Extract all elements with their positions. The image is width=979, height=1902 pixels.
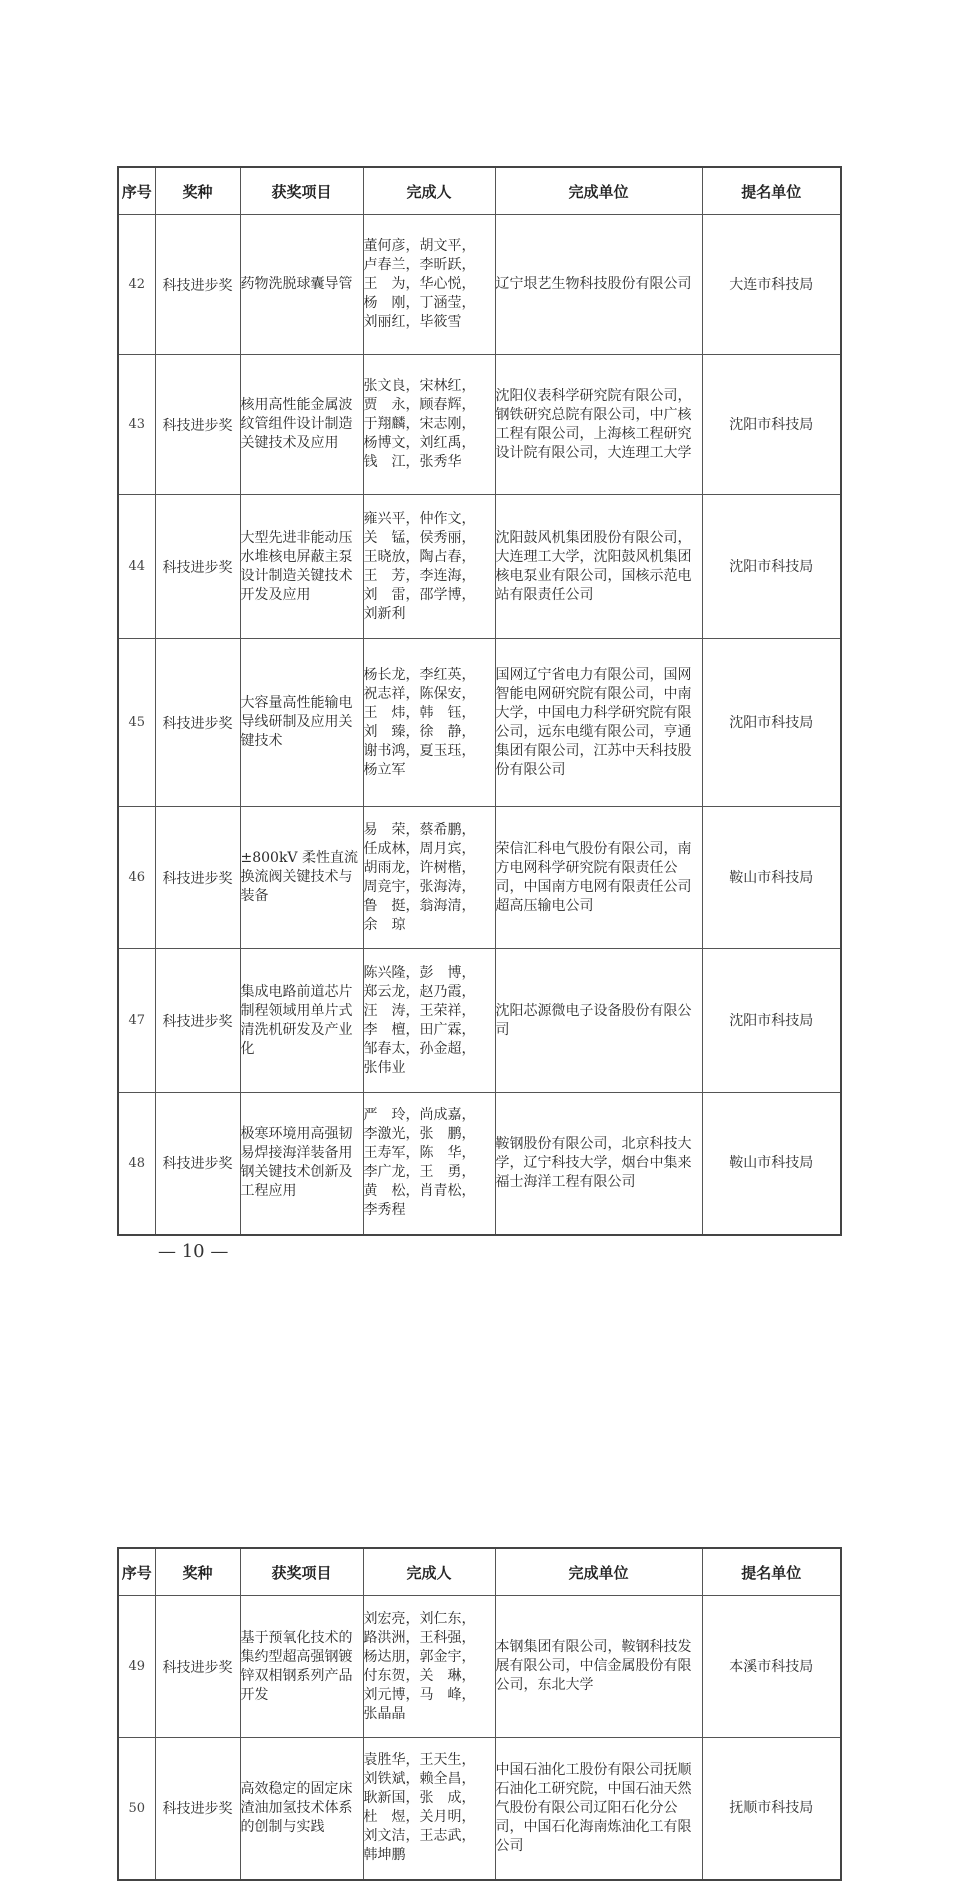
row-nominator: 鞍山市科技局 bbox=[702, 1093, 841, 1235]
row-nominator: 沈阳市科技局 bbox=[702, 355, 841, 495]
award-table-1 bbox=[117, 166, 842, 1236]
award-table-2 bbox=[117, 1547, 842, 1881]
row-no: 49 bbox=[118, 1596, 155, 1738]
header-unit: 完成单位 bbox=[495, 167, 702, 215]
row-award-type: 科技进步奖 bbox=[155, 1093, 240, 1235]
row-no: 48 bbox=[118, 1093, 155, 1235]
row-award-type: 科技进步奖 bbox=[155, 1596, 240, 1738]
row-unit: 沈阳芯源微电子设备股份有限公司 bbox=[495, 949, 702, 1093]
row-project: 极寒环境用高强韧易焊接海洋装备用钢关键技术创新及工程应用 bbox=[240, 1093, 363, 1235]
row-people: 易 荣，蔡希鹏， 任成林，周月宾， 胡雨龙，许树楷， 周竞宇，张海涛， 鲁 挺，翁海清， 余 琼 bbox=[363, 807, 495, 949]
row-nominator: 沈阳市科技局 bbox=[702, 495, 841, 639]
row-unit: 鞍钢股份有限公司，北京科技大学，辽宁科技大学，烟台中集来福士海洋工程有限公司 bbox=[495, 1093, 702, 1235]
header-award-type: 奖种 bbox=[155, 167, 240, 215]
row-nominator: 沈阳市科技局 bbox=[702, 949, 841, 1093]
header-no: 序号 bbox=[118, 1548, 155, 1596]
row-unit: 辽宁垠艺生物科技股份有限公司 bbox=[495, 215, 702, 355]
row-no: 50 bbox=[118, 1738, 155, 1880]
header-people: 完成人 bbox=[363, 167, 495, 215]
row-people: 袁胜华，王天生， 刘铁斌，赖全昌， 耿新国，张 成， 杜 煜，关月明， 刘文洁，王志武， 韩坤鹏 bbox=[363, 1738, 495, 1880]
row-project: 高效稳定的固定床渣油加氢技术体系的创制与实践 bbox=[240, 1738, 363, 1880]
row-nominator: 大连市科技局 bbox=[702, 215, 841, 355]
table-row bbox=[118, 639, 841, 807]
header-unit: 完成单位 bbox=[495, 1548, 702, 1596]
row-award-type: 科技进步奖 bbox=[155, 215, 240, 355]
table-row bbox=[118, 949, 841, 1093]
row-project: 基于预氧化技术的集约型超高强钢镀锌双相钢系列产品开发 bbox=[240, 1596, 363, 1738]
row-award-type: 科技进步奖 bbox=[155, 1738, 240, 1880]
table-header-row bbox=[118, 167, 841, 215]
row-people: 董何彦，胡文平， 卢春兰，李昕跃， 王 为，华心悦， 杨 刚，丁涵莹， 刘丽红，毕筱雪 bbox=[363, 215, 495, 355]
row-nominator: 本溪市科技局 bbox=[702, 1596, 841, 1738]
row-award-type: 科技进步奖 bbox=[155, 355, 240, 495]
header-nominator: 提名单位 bbox=[702, 167, 841, 215]
table-row bbox=[118, 807, 841, 949]
row-project: 集成电路前道芯片制程领域用单片式清洗机研发及产业化 bbox=[240, 949, 363, 1093]
row-no: 43 bbox=[118, 355, 155, 495]
table-row bbox=[118, 355, 841, 495]
table-row bbox=[118, 1738, 841, 1880]
row-people: 刘宏亮，刘仁东， 路洪洲，王科强， 杨达朋，郭金宇， 付东贺，关 琳， 刘元博，马 峰， 张晶晶 bbox=[363, 1596, 495, 1738]
table-header-row bbox=[118, 1548, 841, 1596]
row-unit: 荣信汇科电气股份有限公司，南方电网科学研究院有限责任公司，中国南方电网有限责任公司超高压输电公司 bbox=[495, 807, 702, 949]
row-nominator: 沈阳市科技局 bbox=[702, 639, 841, 807]
row-nominator: 抚顺市科技局 bbox=[702, 1738, 841, 1880]
row-project: 大容量高性能输电导线研制及应用关键技术 bbox=[240, 639, 363, 807]
row-project: 药物洗脱球囊导管 bbox=[240, 215, 363, 355]
row-nominator: 鞍山市科技局 bbox=[702, 807, 841, 949]
row-no: 45 bbox=[118, 639, 155, 807]
row-award-type: 科技进步奖 bbox=[155, 495, 240, 639]
row-people: 张文良，宋林红， 贾 永，顾春辉， 于翔麟，宋志刚， 杨博文，刘红禹， 钱 江，张秀华 bbox=[363, 355, 495, 495]
row-unit: 国网辽宁省电力有限公司，国网智能电网研究院有限公司，中南大学，中国电力科学研究院有限公司，远东电缆有限公司，亨通集团有限公司，江苏中天科技股份有限公司 bbox=[495, 639, 702, 807]
row-project: ±800kV 柔性直流换流阀关键技术与装备 bbox=[240, 807, 363, 949]
row-unit: 沈阳鼓风机集团股份有限公司，大连理工大学，沈阳鼓风机集团核电泵业有限公司，国核示范电站有限责任公司 bbox=[495, 495, 702, 639]
header-project: 获奖项目 bbox=[240, 167, 363, 215]
row-project: 大型先进非能动压水堆核电屏蔽主泵设计制造关键技术开发及应用 bbox=[240, 495, 363, 639]
row-people: 陈兴隆，彭 博， 郑云龙，赵乃霞， 汪 涛，王荣祥， 李 檀，田广霖， 邹春太，孙金超， 张伟业 bbox=[363, 949, 495, 1093]
row-people: 雍兴平，仲作文， 关 锰，侯秀丽， 王晓放，陶占春， 王 芳，李连海， 刘 雷，邵学博， 刘新利 bbox=[363, 495, 495, 639]
row-award-type: 科技进步奖 bbox=[155, 639, 240, 807]
header-people: 完成人 bbox=[363, 1548, 495, 1596]
table-row bbox=[118, 495, 841, 639]
table-row bbox=[118, 1093, 841, 1235]
row-award-type: 科技进步奖 bbox=[155, 949, 240, 1093]
row-unit: 沈阳仪表科学研究院有限公司，钢铁研究总院有限公司，中广核工程有限公司，上海核工程研究设计院有限公司，大连理工大学 bbox=[495, 355, 702, 495]
header-project: 获奖项目 bbox=[240, 1548, 363, 1596]
row-unit: 中国石油化工股份有限公司抚顺石油化工研究院，中国石油天然气股份有限公司辽阳石化分公司，中国石化海南炼油化工有限公司 bbox=[495, 1738, 702, 1880]
header-nominator: 提名单位 bbox=[702, 1548, 841, 1596]
row-no: 44 bbox=[118, 495, 155, 639]
row-unit: 本钢集团有限公司，鞍钢科技发展有限公司，中信金属股份有限公司，东北大学 bbox=[495, 1596, 702, 1738]
row-project: 核用高性能金属波纹管组件设计制造关键技术及应用 bbox=[240, 355, 363, 495]
header-award-type: 奖种 bbox=[155, 1548, 240, 1596]
page-number: — 10 — bbox=[158, 1241, 229, 1262]
header-no: 序号 bbox=[118, 167, 155, 215]
row-no: 47 bbox=[118, 949, 155, 1093]
table-row bbox=[118, 1596, 841, 1738]
table-row bbox=[118, 215, 841, 355]
row-people: 杨长龙，李红英， 祝志祥，陈保安， 王 炜，韩 钰， 刘 臻，徐 静， 谢书鸿，夏玉珏， 杨立军 bbox=[363, 639, 495, 807]
row-people: 严 玲，尚成嘉， 李激光，张 鹏， 王寿军，陈 华， 李广龙，王 勇， 黄 松，肖青松， 李秀程 bbox=[363, 1093, 495, 1235]
row-no: 42 bbox=[118, 215, 155, 355]
row-award-type: 科技进步奖 bbox=[155, 807, 240, 949]
row-no: 46 bbox=[118, 807, 155, 949]
